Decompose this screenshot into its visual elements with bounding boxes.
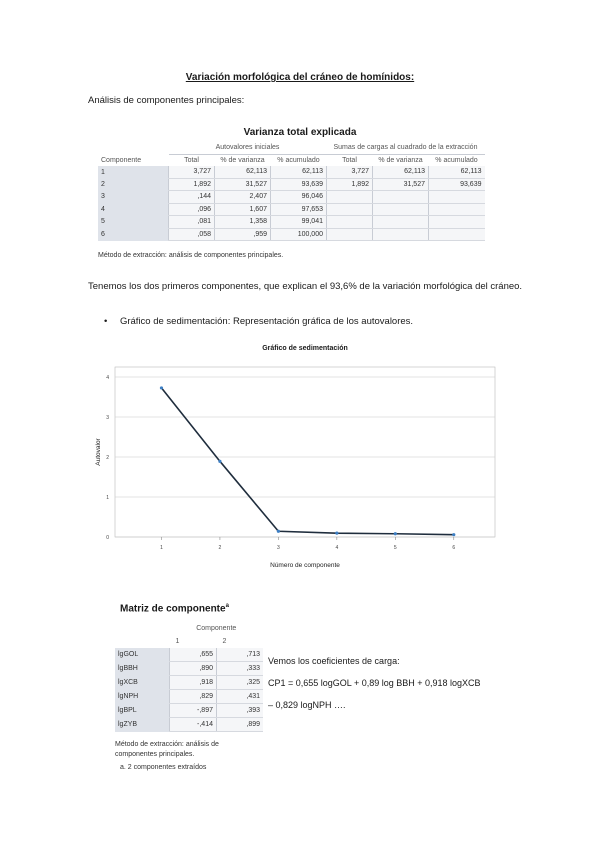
y-tick-label: 3 (106, 415, 109, 421)
x-tick-label: 1 (160, 545, 163, 551)
variance-cell (373, 216, 429, 229)
variance-table-header-row (98, 154, 485, 166)
col-component: Componente (101, 156, 142, 164)
col-ext-total: Total (342, 156, 357, 164)
data-point (218, 460, 221, 463)
loading-cell: ,393 (217, 704, 264, 718)
variance-row (98, 178, 485, 191)
variance-cell: ,058 (169, 228, 215, 241)
variance-cell (429, 216, 485, 229)
loading-cell: ,333 (217, 662, 264, 676)
y-tick-label: 2 (106, 455, 109, 461)
variance-cell: 1,607 (215, 203, 271, 216)
variance-table-footnote: Método de extracción: análisis de componentes principales. (98, 252, 284, 259)
component-row-variable: lgBBH (115, 662, 170, 676)
variance-cell (327, 191, 373, 204)
y-tick-label: 0 (106, 535, 109, 541)
component-row (115, 718, 263, 732)
component-matrix-footnote-a: a. 2 componentes extraídos (120, 764, 207, 771)
y-tick-label: 4 (106, 375, 109, 381)
variance-row-component: 5 (98, 216, 169, 229)
loading-cell: ,890 (170, 662, 217, 676)
variance-cell (373, 203, 429, 216)
col-ext-pct-cum: % acumulado (435, 156, 478, 164)
variance-cell: 1,892 (169, 178, 215, 191)
variance-cell: 100,000 (271, 228, 327, 241)
variance-cell (429, 191, 485, 204)
variance-cell: 1,358 (215, 216, 271, 229)
data-point (277, 530, 280, 533)
plot-area (115, 367, 495, 537)
bullet-item (104, 316, 413, 327)
col-total: Total (184, 156, 199, 164)
group-initial: Autovalores iniciales (169, 142, 327, 154)
variance-row-component: 3 (98, 191, 169, 204)
variance-row-component: 6 (98, 228, 169, 241)
variance-cell: 62,113 (215, 166, 271, 178)
variance-cell (327, 216, 373, 229)
variance-cell (373, 191, 429, 204)
component-row (115, 648, 263, 662)
component-col-1: 1 (175, 638, 180, 645)
data-point (335, 532, 338, 535)
document-title: Variación morfológica del cráneo de homínidos: (185, 72, 415, 83)
component-row-variable: lgZYB (115, 718, 170, 732)
component-row (115, 704, 263, 718)
loading-cell: ,918 (170, 676, 217, 690)
x-tick-label: 4 (335, 545, 339, 551)
component-row-variable: lgXCB (115, 676, 170, 690)
variance-table (98, 142, 485, 241)
variance-cell (373, 228, 429, 241)
group-extraction: Sumas de cargas al cuadrado de la extracción (327, 142, 485, 154)
variance-cell: ,144 (169, 191, 215, 204)
chart-title: Gráfico de sedimentación (262, 345, 348, 352)
loading-cell: ,899 (217, 718, 264, 732)
component-row (115, 690, 263, 704)
loadings-equation-1: CP1 = 0,655 logGOL + 0,89 log BBH + 0,918 logXCB (268, 678, 481, 688)
variance-row (98, 191, 485, 204)
variance-table-group-row (98, 142, 485, 154)
loading-cell: -,897 (170, 704, 217, 718)
variance-cell: 99,041 (271, 216, 327, 229)
component-row (115, 676, 263, 690)
component-row (115, 662, 263, 676)
variance-cell: 62,113 (271, 166, 327, 178)
variance-cell: 93,639 (429, 178, 485, 191)
loading-cell: ,829 (170, 690, 217, 704)
component-row-variable: lgNPH (115, 690, 170, 704)
pca-subtitle: Análisis de componentes principales: (88, 95, 245, 106)
y-tick-label: 1 (106, 495, 109, 501)
x-tick-label: 5 (393, 545, 397, 551)
x-tick-label: 6 (452, 545, 456, 551)
variance-cell: ,959 (215, 228, 271, 241)
variance-row (98, 216, 485, 229)
loading-cell: ,655 (170, 648, 217, 662)
component-matrix-footnote: Método de extracción: análisis de componentes principales. (115, 741, 219, 758)
x-tick-label: 2 (218, 545, 222, 551)
loading-cell: ,713 (217, 648, 264, 662)
variance-cell: ,096 (169, 203, 215, 216)
variance-cell: ,081 (169, 216, 215, 229)
variance-cell: 97,653 (271, 203, 327, 216)
explanation-paragraph: Tenemos los dos primeros componentes, que explican el 93,6% de la variación morfológica del cráneo. (88, 281, 523, 292)
component-matrix-title: Matriz de componente$^a$ (120, 603, 229, 615)
variance-cell: 3,727 (327, 166, 373, 178)
component-row-variable: lgGOL (115, 648, 170, 662)
variance-cell: 96,046 (271, 191, 327, 204)
x-axis-label: Número de componente (270, 562, 340, 569)
col-pct-cum: % acumulado (277, 156, 320, 164)
variance-cell (327, 228, 373, 241)
variance-cell: 62,113 (373, 166, 429, 178)
variance-cell (429, 203, 485, 216)
component-matrix-table (115, 622, 263, 732)
variance-row-component: 4 (98, 203, 169, 216)
variance-cell (429, 228, 485, 241)
variance-row (98, 166, 485, 178)
bullet-text: Gráfico de sedimentación: Representación gráfica de los autovalores. (119, 316, 414, 327)
component-matrix-subheader (115, 635, 263, 648)
component-matrix-header (115, 622, 263, 635)
variance-row (98, 228, 485, 241)
variance-cell: 3,727 (169, 166, 215, 178)
variance-cell (327, 203, 373, 216)
loading-cell: ,431 (217, 690, 264, 704)
component-header: Componente (196, 625, 237, 632)
y-axis-label: Autovalor (95, 438, 102, 466)
variance-cell: 31,527 (373, 178, 429, 191)
variance-cell: 62,113 (429, 166, 485, 178)
data-point (452, 533, 455, 536)
data-point (160, 386, 163, 389)
bullet-dot-icon: • (104, 316, 108, 327)
variance-cell: 93,639 (271, 178, 327, 191)
variance-cell: 1,892 (327, 178, 373, 191)
variance-cell: 2,407 (215, 191, 271, 204)
variance-row-component: 2 (98, 178, 169, 191)
loadings-title: Vemos los coeficientes de carga: (268, 656, 400, 666)
variance-row-component: 1 (98, 166, 169, 178)
scree-plot (90, 355, 510, 580)
col-pct-var: % de varianza (220, 156, 265, 164)
component-col-2: 2 (222, 638, 227, 645)
variance-row (98, 203, 485, 216)
variance-cell: 31,527 (215, 178, 271, 191)
loading-cell: ,325 (217, 676, 264, 690)
variance-table-title: Varianza total explicada (243, 127, 357, 138)
component-row-variable: lgBPL (115, 704, 170, 718)
loading-cell: -,414 (170, 718, 217, 732)
x-tick-label: 3 (276, 545, 280, 551)
loadings-equation-2: – 0,829 logNPH …. (268, 700, 346, 710)
col-ext-pct-var: % de varianza (378, 156, 423, 164)
data-point (394, 532, 397, 535)
